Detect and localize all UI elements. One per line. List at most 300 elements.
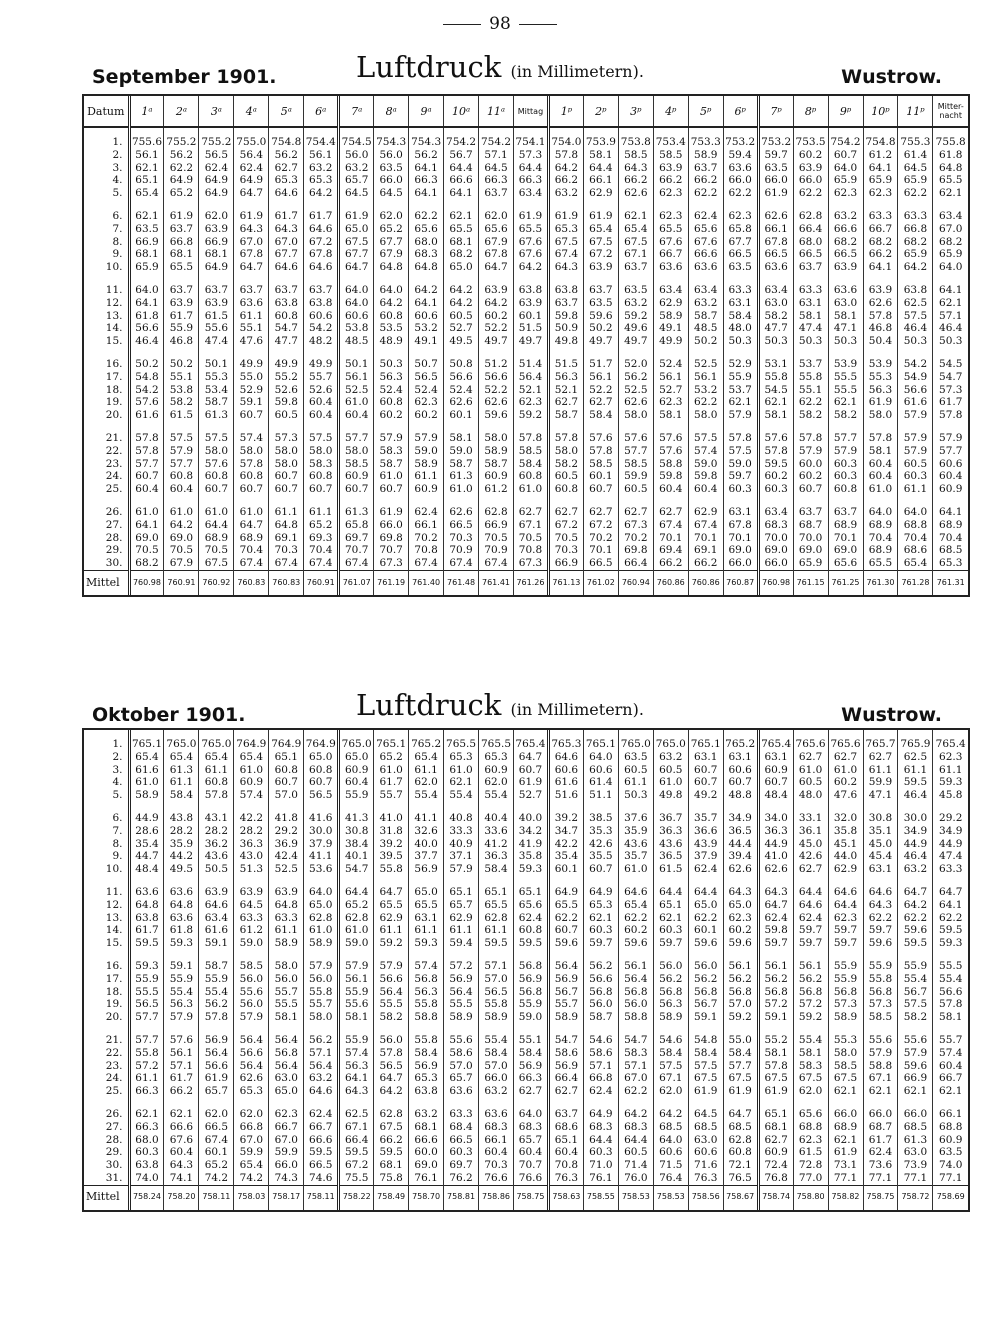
- value-cell: 55.5: [828, 384, 863, 397]
- gap-cell: [618, 802, 653, 812]
- page-number: 98: [0, 14, 1000, 34]
- value-cell: 56.5: [304, 789, 339, 802]
- table-row: [84, 1085, 968, 1098]
- value-cell: 60.3: [583, 924, 618, 937]
- value-cell: 44.0: [828, 850, 863, 863]
- value-cell: 55.4: [898, 973, 933, 986]
- value-cell: 64.2: [444, 284, 479, 297]
- gap-cell: [513, 200, 548, 210]
- value-cell: 63.4: [758, 506, 793, 519]
- value-cell: 63.7: [618, 261, 653, 274]
- value-cell: 57.7: [129, 458, 164, 471]
- mittel-cell: 760.91: [164, 570, 199, 595]
- value-cell: 59.6: [548, 937, 583, 950]
- value-cell: 64.2: [618, 1108, 653, 1121]
- value-cell: 49.8: [548, 335, 583, 348]
- value-cell: 55.5: [129, 986, 164, 999]
- value-cell: 64.9: [548, 886, 583, 899]
- value-cell: 56.6: [199, 1060, 234, 1073]
- value-cell: 65.1: [653, 899, 688, 912]
- value-cell: 55.7: [269, 986, 304, 999]
- value-cell: 58.8: [618, 1011, 653, 1024]
- value-cell: 62.1: [129, 210, 164, 223]
- value-cell: 63.9: [793, 162, 828, 175]
- value-cell: 55.6: [863, 1034, 898, 1047]
- value-cell: 60.5: [618, 483, 653, 496]
- value-cell: 49.6: [618, 322, 653, 335]
- value-cell: 64.4: [688, 886, 723, 899]
- value-cell: 44.9: [939, 837, 963, 850]
- value-cell: 61.9: [758, 1085, 793, 1098]
- value-cell: 55.8: [863, 973, 898, 986]
- value-cell: 60.4: [688, 483, 723, 496]
- gap-cell: [164, 876, 199, 886]
- gap-cell: [618, 876, 653, 886]
- mittel-cell: 760.83: [269, 570, 304, 595]
- value-cell: 61.6: [199, 924, 234, 937]
- gap-cell: [199, 348, 234, 358]
- value-cell: 63.5: [758, 162, 793, 175]
- value-cell: 68.7: [863, 1121, 898, 1134]
- value-cell: 62.1: [129, 1108, 164, 1121]
- value-cell: 56.2: [793, 973, 828, 986]
- table-row: [84, 409, 968, 422]
- value-cell: 60.4: [129, 483, 164, 496]
- value-cell: 67.1: [618, 248, 653, 261]
- value-cell: 64.5: [339, 187, 374, 200]
- value-cell: 62.7: [548, 506, 583, 519]
- value-cell: 65.7: [339, 174, 374, 187]
- value-cell: 60.5: [618, 764, 653, 777]
- value-cell: 61.0: [793, 764, 828, 777]
- value-cell: 65.4: [199, 751, 234, 764]
- day-cell: 29.: [84, 1146, 129, 1159]
- mittel-label: Mittel: [84, 1185, 129, 1210]
- gap-cell: [863, 348, 898, 358]
- gap-cell: [723, 876, 758, 886]
- value-cell: 70.9: [479, 544, 514, 557]
- value-cell: 64.4: [828, 899, 863, 912]
- value-cell: 58.5: [618, 149, 653, 162]
- value-cell: 59.6: [898, 924, 933, 937]
- value-cell: 47.4: [939, 850, 963, 863]
- value-cell: 59.3: [939, 937, 963, 950]
- table-row: [84, 127, 968, 149]
- value-cell: 63.4: [513, 187, 548, 200]
- value-cell: 60.8: [199, 776, 234, 789]
- value-cell: 765.1: [688, 730, 723, 751]
- value-cell: 64.9: [234, 174, 269, 187]
- gap-cell: [479, 950, 514, 960]
- value-cell: 61.0: [374, 470, 409, 483]
- value-cell: 57.3: [863, 998, 898, 1011]
- value-cell: 56.7: [898, 986, 933, 999]
- value-cell: 66.0: [898, 1108, 933, 1121]
- day-cell: 24.: [84, 470, 129, 483]
- gap-cell: [688, 274, 723, 284]
- value-cell: 60.2: [758, 470, 793, 483]
- value-cell: 61.8: [129, 310, 164, 323]
- value-cell: 35.9: [618, 825, 653, 838]
- value-cell: 64.4: [618, 1134, 653, 1147]
- value-cell: 49.8: [653, 789, 688, 802]
- value-cell: 57.9: [374, 432, 409, 445]
- value-cell: 55.7: [374, 789, 409, 802]
- gap-cell: [269, 274, 304, 284]
- value-cell: 64.7: [374, 886, 409, 899]
- value-cell: 68.9: [828, 1121, 863, 1134]
- value-cell: 62.3: [409, 396, 444, 409]
- gap-cell: [898, 274, 933, 284]
- gap-cell: [723, 200, 758, 210]
- value-cell: 61.0: [234, 764, 269, 777]
- value-cell: 63.8: [409, 1085, 444, 1098]
- table-row: [84, 223, 968, 236]
- gap-cell: [653, 274, 688, 284]
- value-cell: 55.8: [304, 986, 339, 999]
- value-cell: 60.9: [479, 764, 514, 777]
- value-cell: 68.9: [939, 518, 963, 531]
- value-cell: 67.4: [199, 1134, 234, 1147]
- value-cell: 60.2: [618, 924, 653, 937]
- day-cell: 27.: [84, 1121, 129, 1134]
- gap-cell: [548, 1024, 583, 1034]
- table-row: [84, 789, 968, 802]
- gap-cell: [304, 348, 339, 358]
- value-cell: 57.9: [863, 1047, 898, 1060]
- value-cell: 70.1: [828, 532, 863, 545]
- value-cell: 58.2: [548, 458, 583, 471]
- gap-cell: [583, 1024, 618, 1034]
- value-cell: 65.1: [129, 174, 164, 187]
- value-cell: 63.5: [618, 751, 653, 764]
- gap-cell: [688, 1098, 723, 1108]
- value-cell: 63.6: [653, 261, 688, 274]
- value-cell: 63.9: [863, 284, 898, 297]
- value-cell: 55.9: [828, 973, 863, 986]
- value-cell: 62.3: [828, 187, 863, 200]
- value-cell: 65.5: [939, 174, 963, 187]
- value-cell: 56.3: [548, 371, 583, 384]
- value-cell: 754.8: [269, 127, 304, 149]
- gap-cell: [688, 876, 723, 886]
- day-cell: 5.: [84, 789, 129, 802]
- day-cell: 19.: [84, 396, 129, 409]
- value-cell: 42.4: [269, 850, 304, 863]
- value-cell: 66.0: [863, 1108, 898, 1121]
- table-row: [84, 458, 968, 471]
- value-cell: 56.8: [618, 986, 653, 999]
- value-cell: 68.1: [444, 236, 479, 249]
- value-cell: 52.0: [618, 358, 653, 371]
- value-cell: 62.1: [828, 1085, 863, 1098]
- value-cell: 69.3: [304, 532, 339, 545]
- value-cell: 58.4: [409, 1047, 444, 1060]
- value-cell: 61.0: [863, 483, 898, 496]
- value-cell: 35.3: [583, 825, 618, 838]
- gap-cell: [688, 200, 723, 210]
- value-cell: 57.7: [339, 432, 374, 445]
- value-cell: 69.4: [653, 544, 688, 557]
- value-cell: 57.8: [863, 310, 898, 323]
- value-cell: 62.1: [939, 187, 963, 200]
- value-cell: 755.2: [164, 127, 199, 149]
- table-row: [84, 544, 968, 557]
- value-cell: 60.2: [409, 409, 444, 422]
- value-cell: 66.9: [898, 1072, 933, 1085]
- gap-cell: [304, 200, 339, 210]
- gap-cell: [513, 1098, 548, 1108]
- gap-cell: [548, 422, 583, 432]
- value-cell: 63.9: [479, 284, 514, 297]
- value-cell: 56.5: [374, 1060, 409, 1073]
- value-cell: 60.4: [304, 396, 339, 409]
- value-cell: 38.4: [339, 838, 374, 851]
- table-row: [84, 445, 968, 458]
- gap-cell: [164, 422, 199, 432]
- value-cell: 45.0: [863, 838, 898, 851]
- value-cell: 56.6: [129, 322, 164, 335]
- value-cell: 50.3: [898, 335, 933, 348]
- value-cell: 60.4: [479, 1146, 514, 1159]
- value-cell: 55.6: [898, 1034, 933, 1047]
- value-cell: 53.5: [374, 322, 409, 335]
- value-cell: 67.8: [234, 248, 269, 261]
- value-cell: 67.4: [479, 557, 514, 570]
- table-row: [84, 764, 968, 777]
- value-cell: 60.7: [129, 470, 164, 483]
- value-cell: 63.7: [548, 1108, 583, 1121]
- value-cell: 57.8: [758, 1060, 793, 1073]
- group-gap: [84, 348, 968, 358]
- value-cell: 65.0: [723, 899, 758, 912]
- table-row: [84, 1146, 968, 1159]
- gap-cell: [129, 1024, 164, 1034]
- value-cell: 30.8: [339, 825, 374, 838]
- value-cell: 61.1: [898, 764, 933, 777]
- value-cell: 62.4: [688, 863, 723, 876]
- day-cell: 2.: [84, 149, 129, 162]
- value-cell: 66.1: [479, 1134, 514, 1147]
- value-cell: 74.2: [234, 1172, 269, 1185]
- value-cell: 62.3: [653, 396, 688, 409]
- day-cell: 25.: [84, 1085, 129, 1098]
- value-cell: 61.7: [374, 776, 409, 789]
- gap-cell: [339, 496, 374, 506]
- value-cell: 61.0: [234, 506, 269, 519]
- value-cell: 56.3: [409, 986, 444, 999]
- gap-cell: [933, 200, 968, 210]
- day-cell: 3.: [84, 162, 129, 175]
- gap-cell: [583, 950, 618, 960]
- value-cell: 63.1: [688, 751, 723, 764]
- value-cell: 64.3: [548, 261, 583, 274]
- value-cell: 65.0: [688, 899, 723, 912]
- value-cell: 57.8: [199, 789, 234, 802]
- value-cell: 61.4: [583, 776, 618, 789]
- value-cell: 64.9: [164, 174, 199, 187]
- gap-cell: [234, 422, 269, 432]
- value-cell: 67.4: [409, 557, 444, 570]
- value-cell: 56.2: [758, 973, 793, 986]
- day-cell: 1.: [84, 127, 129, 149]
- value-cell: 62.4: [234, 162, 269, 175]
- value-cell: 64.9: [199, 261, 234, 274]
- value-cell: 57.5: [304, 432, 339, 445]
- value-cell: 56.9: [548, 973, 583, 986]
- value-cell: 55.9: [898, 960, 933, 973]
- value-cell: 63.7: [164, 223, 199, 236]
- gap-cell: [863, 950, 898, 960]
- value-cell: 66.5: [758, 248, 793, 261]
- day-cell: 17.: [84, 973, 129, 986]
- gap-cell: [199, 200, 234, 210]
- value-cell: 62.6: [618, 187, 653, 200]
- value-cell: 65.5: [164, 261, 199, 274]
- value-cell: 66.5: [723, 248, 758, 261]
- gap-cell: [898, 950, 933, 960]
- value-cell: 36.1: [793, 825, 828, 838]
- value-cell: 48.0: [793, 789, 828, 802]
- gap-cell: [548, 496, 583, 506]
- gap-cell: [828, 876, 863, 886]
- value-cell: 60.3: [898, 470, 933, 483]
- value-cell: 67.4: [653, 519, 688, 532]
- gap-cell: [618, 496, 653, 506]
- day-cell: 6.: [84, 812, 129, 825]
- value-cell: 58.0: [199, 445, 234, 458]
- value-cell: 63.5: [939, 1146, 963, 1159]
- mittel-cell: 760.86: [688, 570, 723, 595]
- value-cell: 50.3: [374, 358, 409, 371]
- value-cell: 64.2: [898, 899, 933, 912]
- value-cell: 61.1: [269, 924, 304, 937]
- value-cell: 66.9: [548, 557, 583, 570]
- value-cell: 58.4: [479, 1047, 514, 1060]
- value-cell: 57.9: [723, 409, 758, 422]
- gap-cell: [234, 1024, 269, 1034]
- value-cell: 29.2: [269, 825, 304, 838]
- value-cell: 72.1: [723, 1159, 758, 1172]
- value-cell: 66.2: [548, 174, 583, 187]
- value-cell: 63.4: [758, 284, 793, 297]
- table-row: [84, 187, 968, 200]
- day-cell: 26.: [84, 506, 129, 519]
- value-cell: 64.1: [409, 297, 444, 310]
- value-cell: 64.6: [863, 886, 898, 899]
- gap-cell: [304, 802, 339, 812]
- value-cell: 58.6: [444, 1047, 479, 1060]
- value-cell: 37.7: [409, 850, 444, 863]
- value-cell: 64.0: [653, 1134, 688, 1147]
- value-cell: 57.5: [688, 1060, 723, 1073]
- value-cell: 765.1: [583, 730, 618, 751]
- value-cell: 61.3: [339, 506, 374, 519]
- value-cell: 50.5: [199, 863, 234, 876]
- value-cell: 56.3: [374, 371, 409, 384]
- value-cell: 68.8: [939, 1120, 963, 1133]
- table-row: [84, 899, 968, 912]
- gap-cell: [269, 200, 304, 210]
- value-cell: 55.9: [339, 789, 374, 802]
- value-cell: 60.2: [793, 470, 828, 483]
- gap-cell: [758, 274, 793, 284]
- value-cell: 755.6: [129, 127, 164, 149]
- value-cell: 63.6: [164, 912, 199, 925]
- value-cell: 50.3: [723, 335, 758, 348]
- value-cell: 64.7: [513, 751, 548, 764]
- value-cell: 62.3: [723, 912, 758, 925]
- value-cell: 62.4: [688, 210, 723, 223]
- value-cell: 56.0: [583, 998, 618, 1011]
- value-cell: 58.1: [653, 409, 688, 422]
- gap-cell: [339, 422, 374, 432]
- value-cell: 64.7: [479, 261, 514, 274]
- value-cell: 62.7: [583, 396, 618, 409]
- value-cell: 72.8: [793, 1159, 828, 1172]
- value-cell: 60.4: [339, 776, 374, 789]
- value-cell: 61.1: [618, 776, 653, 789]
- value-cell: 63.2: [898, 863, 933, 876]
- gap-cell: [234, 496, 269, 506]
- value-cell: 60.1: [688, 924, 723, 937]
- value-cell: 64.0: [583, 751, 618, 764]
- value-cell: 50.1: [339, 358, 374, 371]
- value-cell: 61.0: [618, 863, 653, 876]
- day-cell: 9.: [84, 850, 129, 863]
- value-cell: 65.4: [129, 187, 164, 200]
- gap-cell: [863, 1024, 898, 1034]
- value-cell: 60.7: [828, 149, 863, 162]
- value-cell: 62.1: [898, 1085, 933, 1098]
- value-cell: 48.0: [723, 322, 758, 335]
- value-cell: 753.9: [583, 127, 618, 149]
- value-cell: 65.3: [444, 751, 479, 764]
- value-cell: 58.5: [828, 1060, 863, 1073]
- value-cell: 68.3: [513, 1121, 548, 1134]
- value-cell: 60.9: [234, 776, 269, 789]
- gap-cell: [688, 1024, 723, 1034]
- value-cell: 58.9: [653, 1011, 688, 1024]
- value-cell: 35.9: [164, 838, 199, 851]
- value-cell: 59.0: [409, 445, 444, 458]
- value-cell: 67.2: [304, 236, 339, 249]
- value-cell: 43.8: [164, 812, 199, 825]
- value-cell: 59.5: [939, 924, 963, 937]
- value-cell: 66.6: [304, 1134, 339, 1147]
- gap-cell: [618, 200, 653, 210]
- value-cell: 62.3: [828, 912, 863, 925]
- value-cell: 59.3: [409, 937, 444, 950]
- value-cell: 65.9: [863, 174, 898, 187]
- value-cell: 65.9: [129, 261, 164, 274]
- value-cell: 753.4: [653, 127, 688, 149]
- value-cell: 67.2: [583, 248, 618, 261]
- value-cell: 67.5: [828, 1072, 863, 1085]
- value-cell: 62.7: [269, 162, 304, 175]
- value-cell: 59.0: [688, 458, 723, 471]
- gap-cell: [898, 802, 933, 812]
- value-cell: 60.4: [863, 470, 898, 483]
- value-cell: 61.0: [304, 924, 339, 937]
- value-cell: 57.9: [339, 960, 374, 973]
- value-cell: 66.1: [758, 223, 793, 236]
- value-cell: 58.0: [548, 445, 583, 458]
- mittel-cell: 758.70: [409, 1185, 444, 1210]
- gap-cell: [479, 1098, 514, 1108]
- value-cell: 52.1: [548, 384, 583, 397]
- value-cell: 62.0: [409, 776, 444, 789]
